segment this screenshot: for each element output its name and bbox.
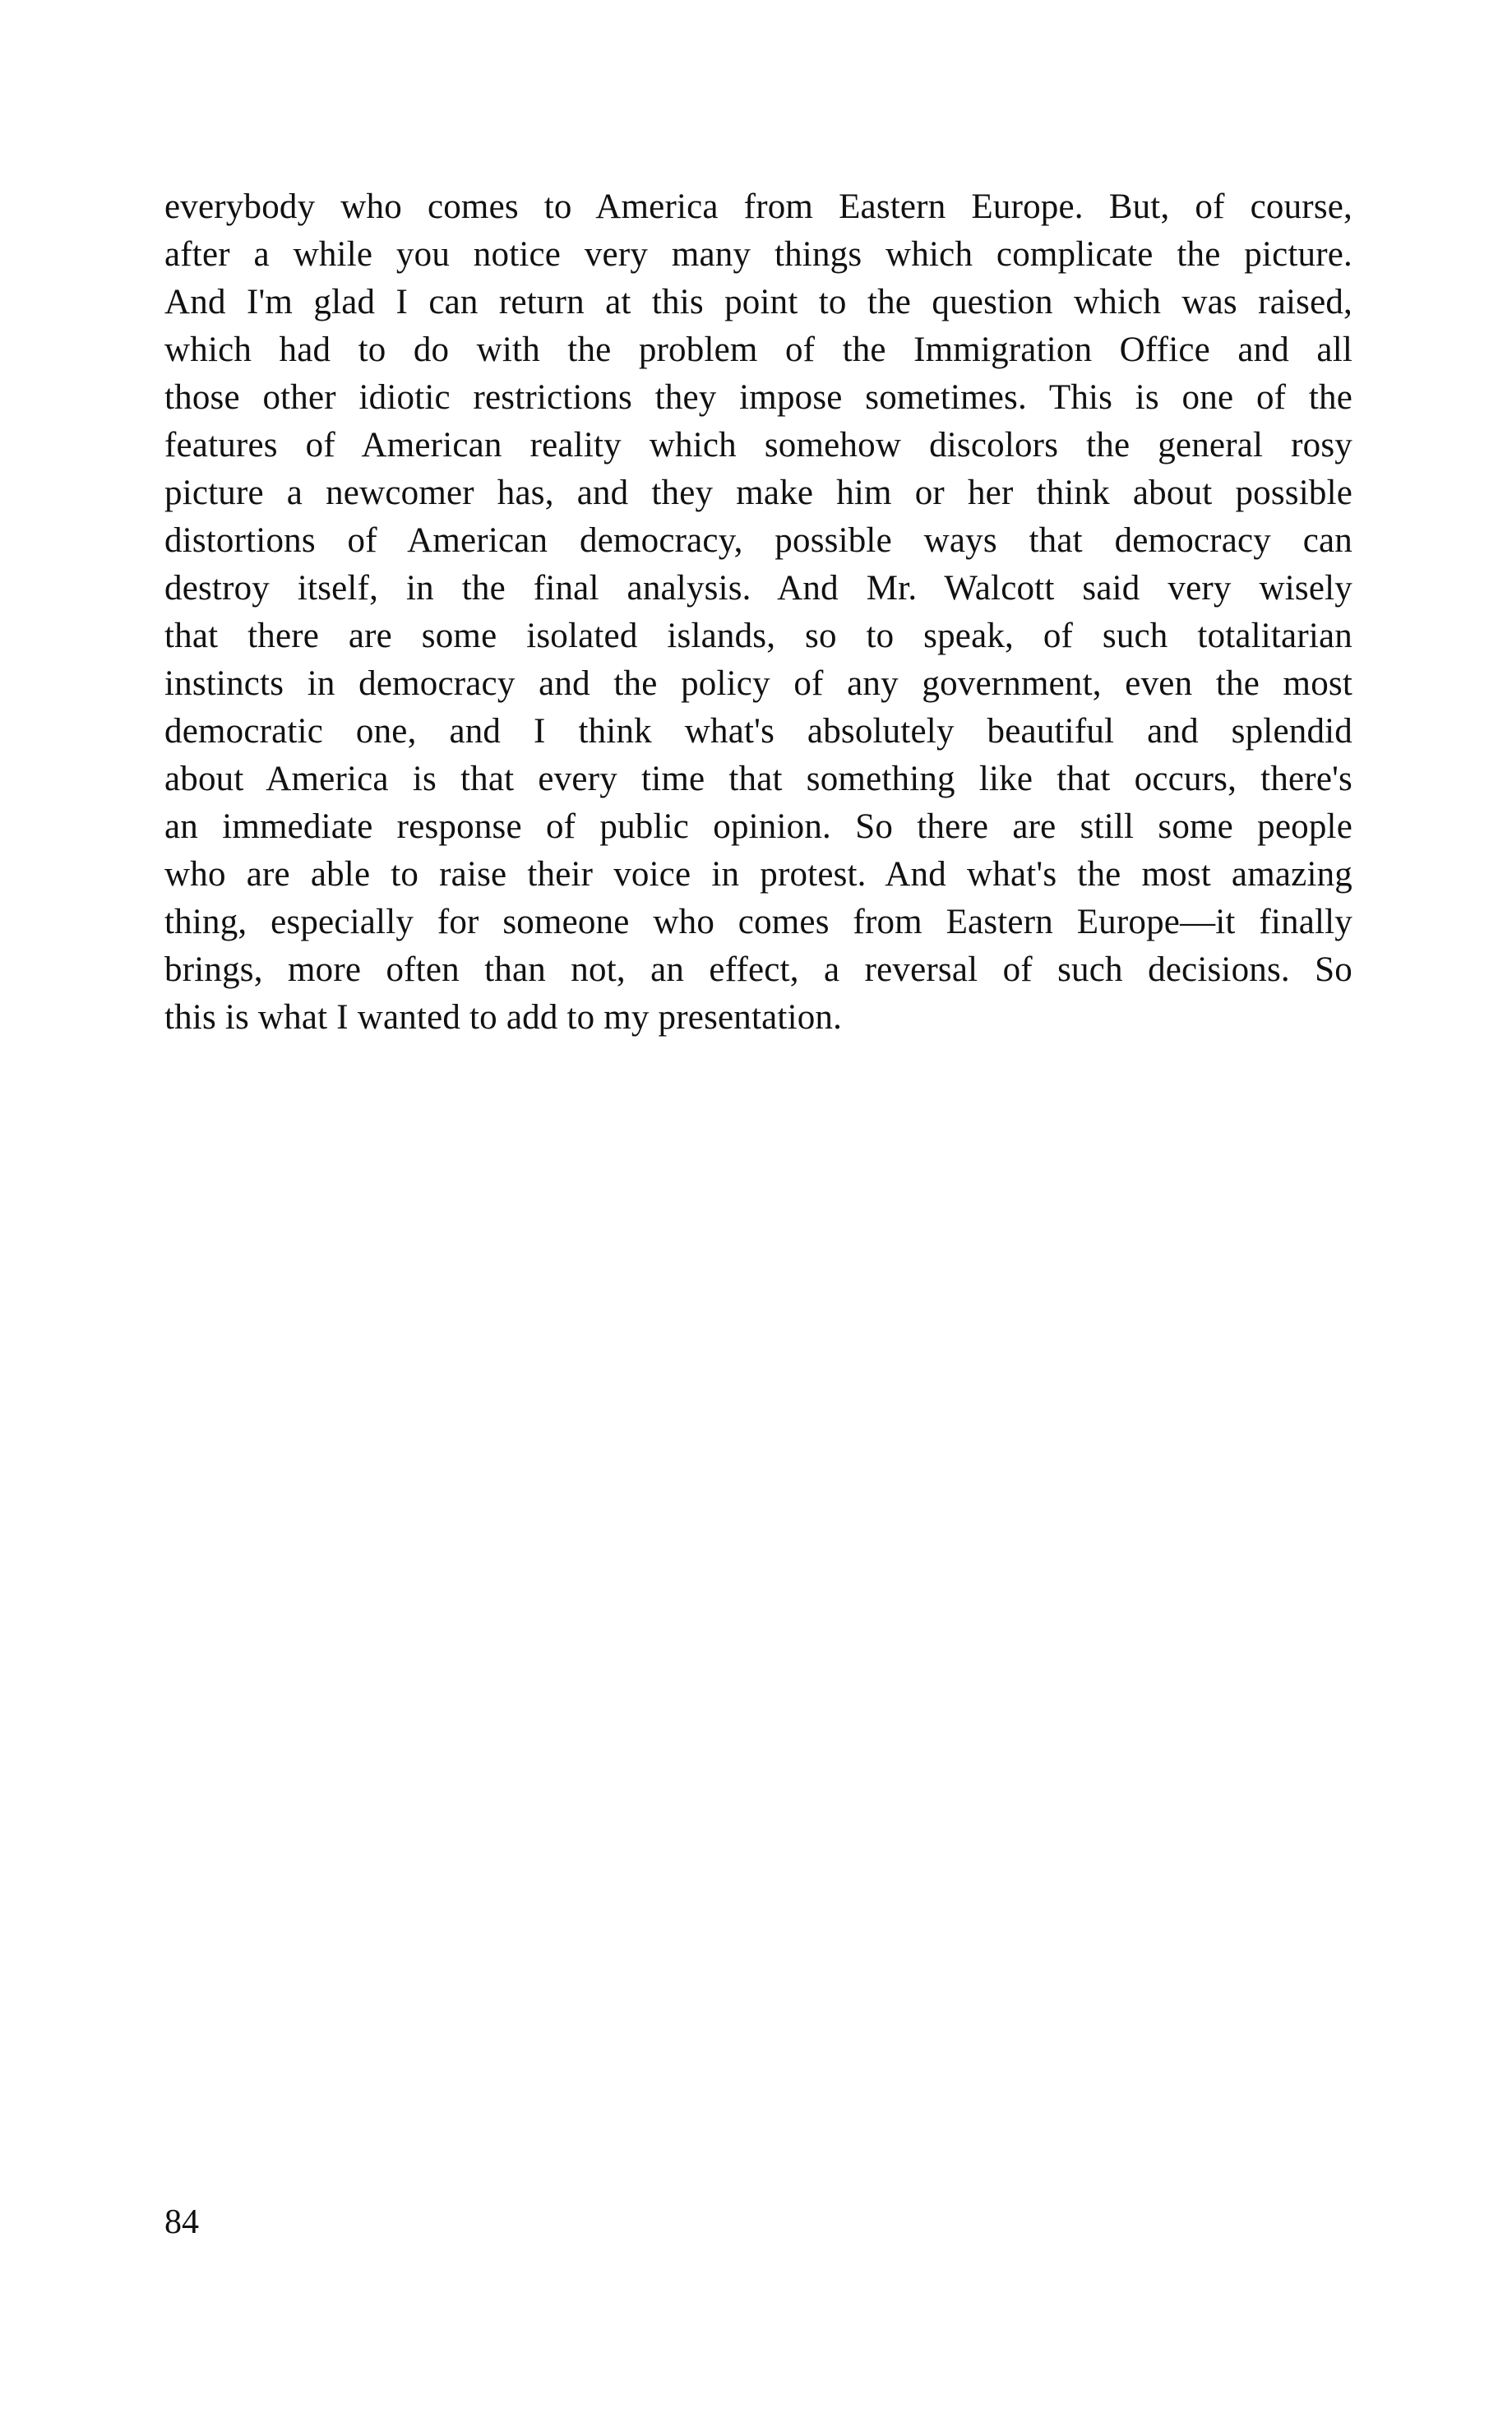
text-line: distortions of American democracy, possible ways that democracy can — [164, 521, 1352, 560]
text-line: picture a newcomer has, and they make him or her think about possible — [164, 474, 1352, 512]
page-number: 84 — [164, 2203, 199, 2241]
text-line: brings, more often than not, an effect, a reversal of such decisions. So — [164, 950, 1352, 989]
text-line: who are able to raise their voice in protest. And what's the most amazing — [164, 855, 1352, 894]
text-line: about America is that every time that something like that occurs, there's — [164, 760, 1352, 798]
body-paragraph — [164, 183, 1352, 1042]
text-line: And I'm glad I can return at this point to the question which was raised, — [164, 283, 1352, 321]
text-line-last: this is what I wanted to add to my presentation. — [164, 998, 843, 1037]
text-line: after a while you notice very many things which complicate the picture. — [164, 235, 1352, 274]
text-line: democratic one, and I think what's absolutely beautiful and splendid — [164, 712, 1352, 751]
text-line: an immediate response of public opinion. So there are still some people — [164, 807, 1352, 846]
text-line: instincts in democracy and the policy of any government, even the most — [164, 664, 1352, 703]
text-line: destroy itself, in the final analysis. And Mr. Walcott said very wisely — [164, 569, 1352, 608]
text-line: that there are some isolated islands, so to speak, of such totalitarian — [164, 617, 1352, 655]
text-line: which had to do with the problem of the Immigration Office and all — [164, 331, 1352, 369]
text-line: thing, especially for someone who comes from Eastern Europe—it finally — [164, 903, 1352, 941]
text-line: features of American reality which somehow discolors the general rosy — [164, 426, 1352, 465]
text-line: those other idiotic restrictions they impose sometimes. This is one of the — [164, 378, 1352, 417]
text-line: everybody who comes to America from Eastern Europe. But, of course, — [164, 187, 1352, 226]
